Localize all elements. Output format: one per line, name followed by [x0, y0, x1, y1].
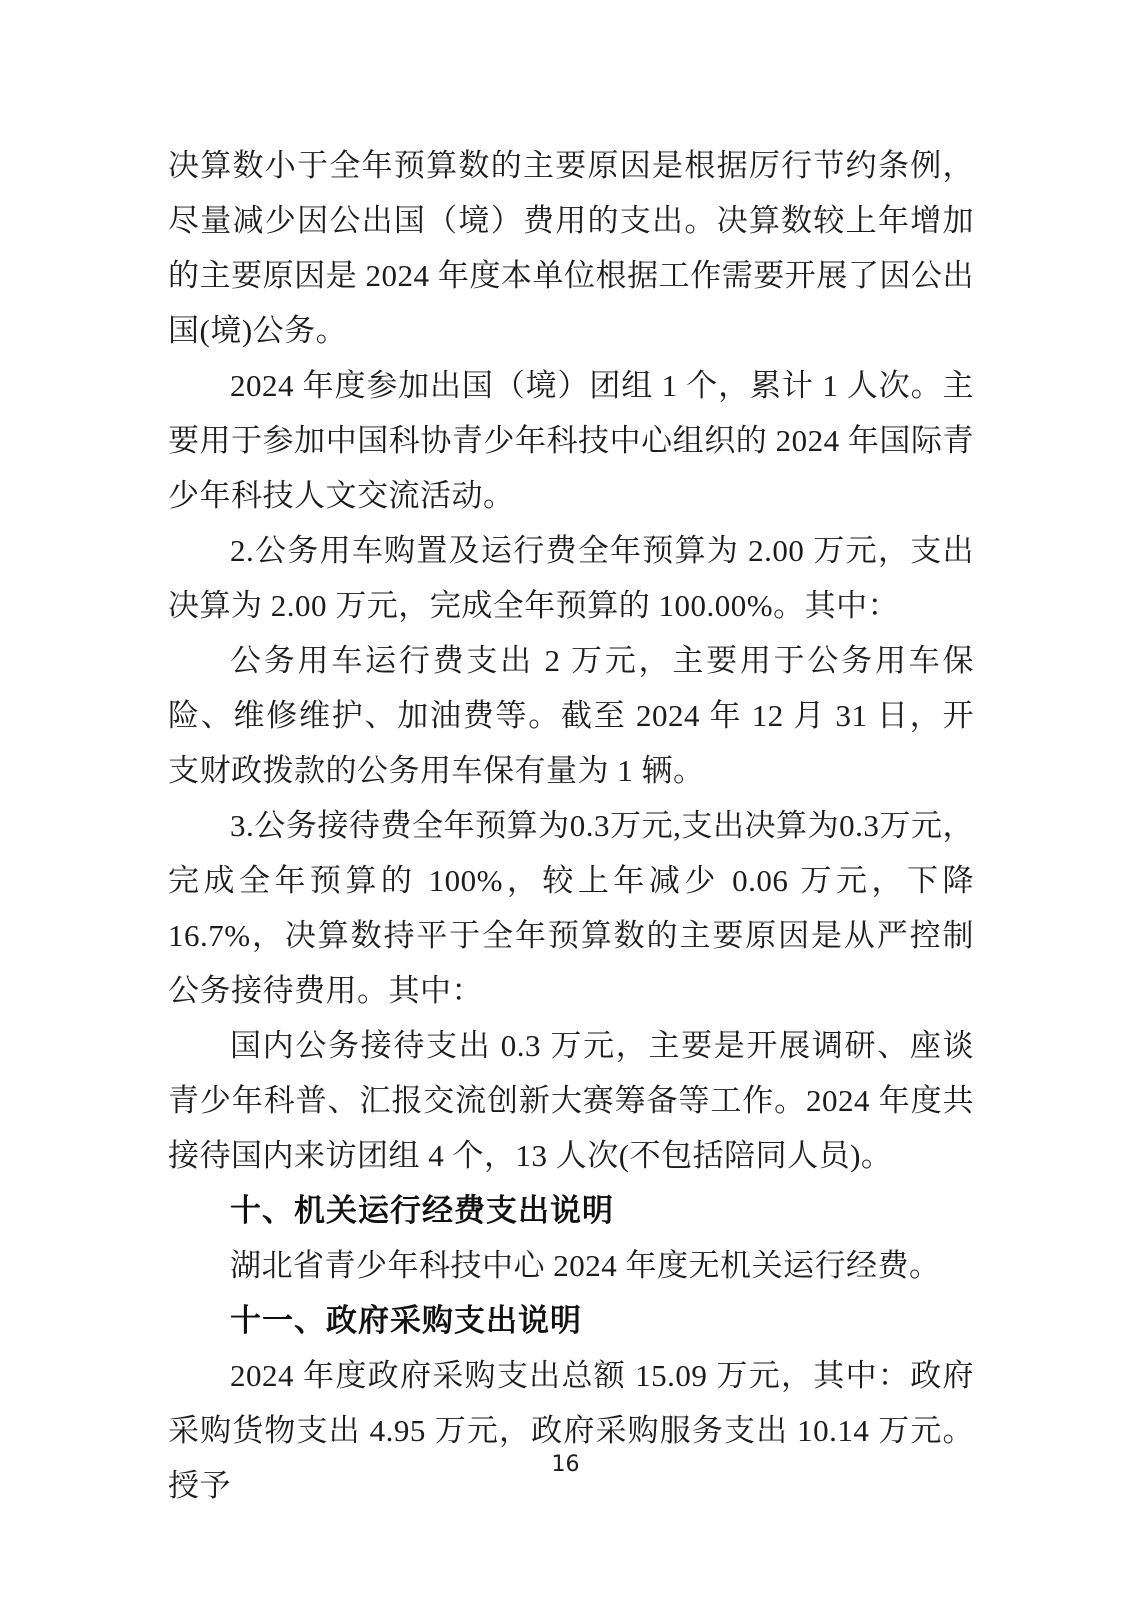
paragraph-official-vehicle-budget: 2.公务用车购置及运行费全年预算为 2.00 万元，支出决算为 2.00 万元，完成全年预算的 100.00%。其中： — [168, 533, 974, 623]
section-heading-government-procurement: 十一、政府采购支出说明 — [230, 1303, 582, 1338]
page-number: 16 — [551, 1452, 580, 1477]
paragraph-official-vehicle-detail: 公务用车运行费支出 2 万元，主要用于公务用车保险、维修维护、加油费等。截至 2024 年 12 月 31 日，开支财政拨款的公务用车保有量为 1 辆。 — [168, 643, 974, 788]
paragraph-government-procurement: 2024 年度政府采购支出总额 15.09 万元，其中：政府采购货物支出 4.95 万元，政府采购服务支出 10.14 万元。授予 — [168, 1358, 974, 1503]
document-content — [168, 138, 974, 1513]
paragraph-official-reception-budget: 3.公务接待费全年预算为0.3万元,支出决算为0.3万元，完成全年预算的 100%，较上年减少 0.06 万元，下降 16.7%，决算数持平于全年预算数的主要原因是从严控制公务接待费用。其中： — [168, 808, 974, 1008]
section-heading-agency-operating-funds: 十、机关运行经费支出说明 — [230, 1193, 614, 1228]
paragraph-travel-expense-reason: 决算数小于全年预算数的主要原因是根据厉行节约条例，尽量减少因公出国（境）费用的支出。决算数较上年增加的主要原因是 2024 年度本单位根据工作需要开展了因公出国(境)公务。 — [168, 148, 974, 348]
paragraph-agency-operating-funds: 湖北省青少年科技中心 2024 年度无机关运行经费。 — [230, 1248, 941, 1283]
paragraph-overseas-trip-groups: 2024 年度参加出国（境）团组 1 个，累计 1 人次。主要用于参加中国科协青少年科技中心组织的 2024 年国际青少年科技人文交流活动。 — [168, 368, 974, 513]
paragraph-domestic-reception-detail: 国内公务接待支出 0.3 万元，主要是开展调研、座谈青少年科普、汇报交流创新大赛筹备等工作。2024 年度共接待国内来访团组 4 个，13 人次(不包括陪同人员)。 — [168, 1028, 974, 1173]
